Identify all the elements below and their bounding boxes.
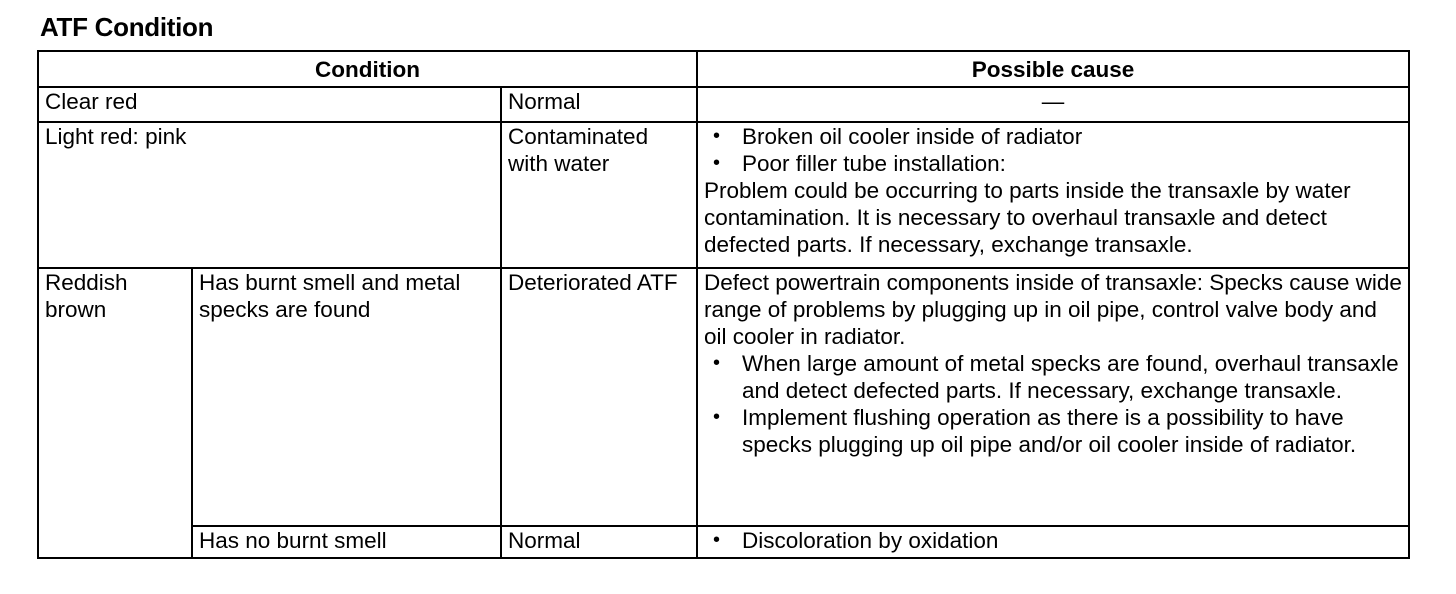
table-row [38, 87, 1409, 122]
header-possible-cause: Possible cause [697, 51, 1409, 87]
state-cell: Normal [501, 87, 697, 122]
condition-cell: Reddish brown [38, 268, 192, 558]
table-row [38, 526, 1409, 558]
cause-paragraph: Problem could be occurring to parts inside the transaxle by water contamination. It is necessary to overhaul transaxle and detect defected parts. If necessary, exchange transaxle. [704, 178, 1351, 257]
list-item: • Poor filler tube installation: [704, 150, 1402, 177]
table-row [38, 268, 1409, 526]
cause-cell [697, 122, 1409, 268]
list-item: • Implement flushing operation as there is a possibility to have specks plugging up oil pipe and/or oil cooler inside of radiator. [704, 404, 1402, 458]
cause-cell: — [697, 87, 1409, 122]
header-condition: Condition [38, 51, 697, 87]
condition-cell: Light red: pink [38, 122, 501, 268]
cause-cell [697, 526, 1409, 558]
cause-bullet-list [704, 123, 1402, 177]
condition-cell: Clear red [38, 87, 501, 122]
cause-bullet-list [704, 527, 1402, 554]
state-cell: Normal [501, 526, 697, 558]
table-row [38, 122, 1409, 268]
list-item: • Discoloration by oxidation [704, 527, 1402, 554]
sub-condition-cell: Has burnt smell and metal specks are found [192, 268, 501, 526]
list-item: • Broken oil cooler inside of radiator [704, 123, 1402, 150]
cause-bullet-list [704, 350, 1402, 458]
header-row [38, 51, 1409, 87]
state-cell: Contaminated with water [501, 122, 697, 268]
cause-cell [697, 268, 1409, 526]
cause-paragraph: Defect powertrain components inside of transaxle: Specks cause wide range of problems by plugging up in oil pipe, control valve body and oil cooler in radiator. [704, 270, 1402, 349]
list-item: • When large amount of metal specks are found, overhaul transaxle and detect defected parts. If necessary, exchange transaxle. [704, 350, 1402, 404]
atf-condition-table [37, 50, 1410, 559]
page-title: ATF Condition [40, 12, 214, 42]
sub-condition-cell: Has no burnt smell [192, 526, 501, 558]
state-cell: Deteriorated ATF [501, 268, 697, 526]
